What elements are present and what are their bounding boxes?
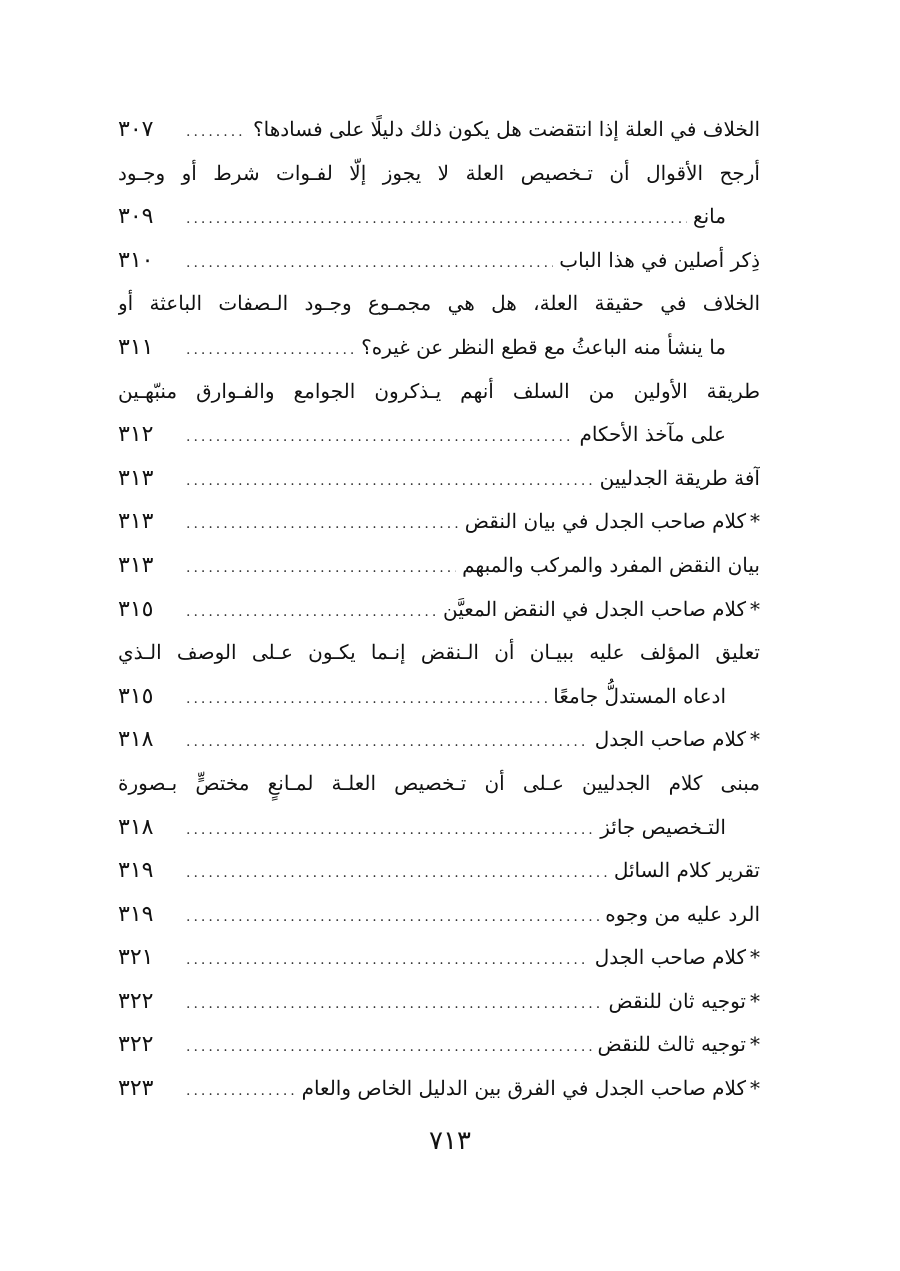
toc-page-number: ٣٢٢: [118, 1032, 154, 1058]
asterisk-icon: *: [750, 596, 760, 621]
toc-entry-text: على مآخذ الأحكام: [579, 422, 726, 447]
dot-leader: [186, 198, 687, 239]
toc-entry: [118, 457, 760, 501]
toc-page-number: ٣١٨: [118, 727, 154, 753]
toc-page-number: ٣٠٧: [118, 117, 154, 142]
toc-entry: [118, 980, 760, 1024]
toc-entry-title: [598, 1023, 761, 1067]
dot-leader: [186, 242, 553, 283]
toc-entry-title: طريقة الأولين من السلف أنهم يـذكرون الجوامع والفـوارق منبّهـين: [118, 378, 760, 403]
toc-entry-text: كلام صاحب الجدل في بيان النقض: [464, 509, 746, 534]
toc-entry: [118, 239, 760, 283]
toc-entry-title: [609, 980, 760, 1024]
toc-entry-title: [595, 936, 760, 980]
toc-page-number: ٣١٥: [118, 683, 154, 709]
toc-page-number: ٣١٣: [118, 552, 154, 578]
dot-leader: [186, 983, 603, 1024]
toc-entry-text: كلام صاحب الجدل: [594, 945, 746, 970]
toc-entry: [118, 718, 760, 762]
asterisk-icon: *: [750, 945, 760, 970]
toc-entry: [118, 326, 760, 370]
asterisk-icon: *: [750, 988, 760, 1013]
dot-leader: [186, 721, 589, 762]
toc-entry-text: التـخصيص جائز: [600, 814, 726, 839]
toc-entry-title: [253, 108, 760, 152]
toc-page-number: ٣٢٣: [118, 1076, 154, 1102]
toc-entry-title: [580, 413, 726, 457]
toc-entry: [118, 806, 760, 850]
toc-entry: [118, 544, 760, 588]
toc-page-number: ٣١٣: [118, 509, 154, 535]
toc-entry-title: [600, 457, 760, 501]
toc-page-number: ٣١٩: [118, 858, 154, 884]
dot-leader: [186, 1070, 296, 1111]
dot-leader: [186, 678, 547, 719]
dot-leader: [186, 1026, 592, 1067]
toc-page-number: ٣١٣: [118, 465, 154, 491]
toc-page-number: ٣٠٩: [118, 204, 154, 230]
toc-page-number: ٣١٢: [118, 422, 154, 448]
toc-entry-wrapped-line: [118, 282, 760, 326]
toc-entry-title: [614, 849, 760, 893]
toc-entry-text: الرد عليه من وجوه: [605, 901, 760, 926]
toc-entry-title: [361, 326, 726, 370]
toc-entry: [118, 936, 760, 980]
toc-entry-text: بيان النقض المفرد والمركب والمبهم: [462, 552, 760, 577]
toc-entry: [118, 893, 760, 937]
toc-entry-title: [462, 544, 760, 588]
toc-entry-title: [553, 675, 726, 719]
toc-entry: [118, 1023, 760, 1067]
asterisk-icon: *: [750, 1032, 760, 1057]
toc-entry-text: تقرير كلام السائل: [613, 858, 760, 883]
toc-page-number: ٣١٨: [118, 814, 154, 840]
toc-entry-wrapped-line: [118, 152, 760, 196]
toc-entry: [118, 588, 760, 632]
toc-entry-title: مبنى كلام الجدليين عـلى أن تـخصيص العلـة لمـانعٍ مختصٍّ بـصورة: [118, 770, 760, 795]
dot-leader: [186, 503, 459, 544]
dot-leader: [186, 416, 574, 457]
toc-entry: [118, 849, 760, 893]
toc-entry-text: الخلاف في العلة إذا انتقضت هل يكون ذلك دليلًا على فسادها؟: [253, 117, 760, 141]
toc-page-number: ٣٢٢: [118, 988, 154, 1014]
toc-entry-text: ادعاه المستدلُّ جامعًا: [553, 683, 726, 708]
toc-entry-text: توجيه ثان للنقض: [608, 988, 746, 1013]
toc-entry-title: [600, 806, 726, 850]
dot-leader: [186, 896, 599, 937]
toc-entry-title: [693, 195, 726, 239]
toc-page-number: ٣١٥: [118, 596, 154, 622]
toc-entry-title: [605, 893, 760, 937]
toc-entry: [118, 108, 760, 152]
dot-leader: [186, 111, 247, 152]
toc-entry-wrapped-line: [118, 370, 760, 414]
toc-entry-wrapped-line: [118, 762, 760, 806]
asterisk-icon: *: [750, 509, 760, 534]
dot-leader: [186, 547, 456, 588]
dot-leader: [186, 809, 594, 850]
toc-entry: [118, 195, 760, 239]
table-of-contents: [118, 108, 760, 1111]
page-number-footer: ٧١٣: [429, 1126, 471, 1156]
asterisk-icon: *: [750, 1076, 760, 1101]
toc-entry: [118, 500, 760, 544]
toc-page-number: ٣١١: [118, 334, 154, 360]
toc-entry-title: الخلاف في حقيقة العلة، هل هي مجمـوع وجـود الـصفات الباعثة أو: [118, 291, 760, 316]
toc-page-number: ٣١٩: [118, 901, 154, 927]
toc-entry-text: كلام صاحب الجدل: [594, 727, 746, 752]
toc-entry-text: آفة طريقة الجدليين: [599, 465, 760, 490]
toc-entry-text: كلام صاحب الجدل في الفرق بين الدليل الخاص والعام: [301, 1076, 746, 1101]
dot-leader: [186, 591, 437, 632]
toc-entry-title: [302, 1067, 760, 1111]
toc-page-number: ٣٢١: [118, 945, 154, 971]
toc-entry-text: توجيه ثالث للنقض: [597, 1032, 746, 1057]
toc-entry-text: ذِكر أصلين في هذا الباب: [559, 247, 760, 272]
toc-entry-title: تعليق المؤلف عليه ببيـان أن الـنقض إنـما يكـون عـلى الوصف الـذي: [118, 640, 760, 665]
asterisk-icon: *: [750, 727, 760, 752]
toc-entry: [118, 413, 760, 457]
toc-entry-title: [443, 588, 760, 632]
toc-entry: [118, 1067, 760, 1111]
toc-entry-text: كلام صاحب الجدل في النقض المعيَّن: [443, 596, 746, 621]
toc-entry-title: أرجح الأقوال أن تـخصيص العلة لا يجوز إلّا لفـوات شرط أو وجـود: [118, 160, 760, 185]
dot-leader: [186, 329, 355, 370]
toc-entry-wrapped-line: [118, 631, 760, 675]
toc-entry-title: [465, 500, 760, 544]
toc-entry-title: [595, 718, 760, 762]
toc-entry-text: ما ينشأ منه الباعثُ مع قطع النظر عن غيره؟: [361, 334, 726, 359]
toc-entry-title: [559, 239, 760, 283]
dot-leader: [186, 460, 594, 501]
toc-entry-text: مانع: [692, 204, 726, 229]
toc-page-number: ٣١٠: [118, 247, 154, 273]
dot-leader: [186, 852, 608, 893]
dot-leader: [186, 939, 589, 980]
toc-entry: [118, 675, 760, 719]
